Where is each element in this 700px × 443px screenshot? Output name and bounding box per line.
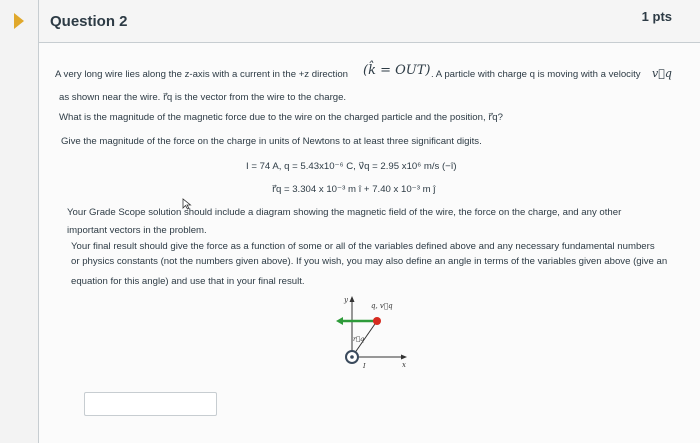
current-label: I xyxy=(363,362,366,370)
wire-dot xyxy=(350,355,354,359)
velocity-symbol: v⃗q xyxy=(652,67,672,80)
given-position: r⃗q = 3.304 x 10⁻³ m î + 7.40 x 10⁻³ m ĵ xyxy=(272,184,436,195)
question-header xyxy=(38,0,700,43)
question-points: 1 pts xyxy=(641,9,672,24)
gradescope-instructions-line1: Your Grade Scope solution should include a diagram showing the magnetic field of the wire, the force on the charge, and any other xyxy=(67,207,622,218)
question-body xyxy=(38,43,700,443)
question-title: Question 2 xyxy=(50,13,128,30)
y-axis-arrow xyxy=(350,296,355,302)
gradescope-instructions-line2: important vectors in the problem. xyxy=(67,225,207,236)
direction-math: (k̂ = OUT) xyxy=(363,63,431,78)
given-values: I = 74 A, q = 5.43x10⁻⁶ C, v⃗q = 2.95 x10⁶ m/s (−î) xyxy=(246,161,457,172)
charge-label: q, v⃗q xyxy=(371,302,393,310)
x-axis-arrow xyxy=(401,355,407,360)
position-label: r⃗q xyxy=(353,335,365,343)
final-result-instructions-line3: equation for this angle) and use that in your final result. xyxy=(71,276,305,287)
wire-diagram xyxy=(329,291,419,373)
answer-input[interactable] xyxy=(84,392,217,416)
final-result-instructions-line1: Your final result should give the force as a function of some or all of the variables defined above and any necessary fundamental numbers xyxy=(71,241,655,252)
y-axis-label: y xyxy=(344,296,348,304)
problem-text-line1-cont: . A particle with charge q is moving with a velocity xyxy=(431,69,641,80)
final-result-instructions-line2: or physics constants (not the numbers given above). If you wish, you may also define an angle in terms of the variables given above (give an xyxy=(71,256,668,267)
problem-text-line2: as shown near the wire. r⃗q is the vector from the wire to the charge. xyxy=(59,92,347,103)
problem-question: What is the magnitude of the magnetic force due to the wire on the charged particle and the position, r⃗q? xyxy=(59,112,503,123)
x-axis-label: x xyxy=(402,361,406,369)
flag-icon[interactable] xyxy=(14,13,24,29)
problem-instructions: Give the magnitude of the force on the charge in units of Newtons to at least three significant digits. xyxy=(61,136,482,147)
charge-dot xyxy=(373,317,381,325)
velocity-arrowhead xyxy=(336,317,343,325)
problem-text-line1: A very long wire lies along the z-axis with a current in the +z direction xyxy=(55,69,349,80)
